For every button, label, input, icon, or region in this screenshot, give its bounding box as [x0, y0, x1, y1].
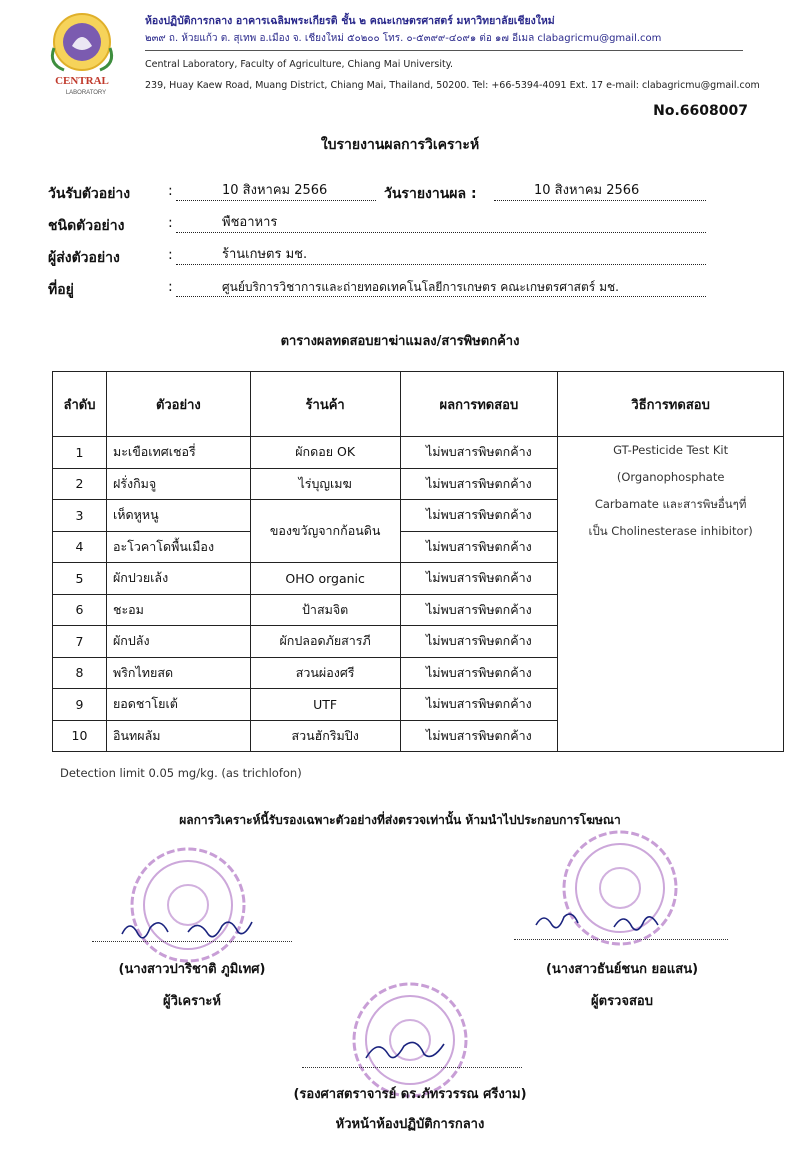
- svg-text:CENTRAL: CENTRAL: [55, 75, 109, 87]
- row-sample: อะโวคาโดพื้นเมือง: [106, 531, 250, 563]
- row-sample: มะเขือเทศเชอรี่: [106, 437, 250, 469]
- method-line: เป็น Cholinesterase inhibitor): [588, 524, 753, 538]
- row-no: 7: [53, 626, 107, 658]
- report-date-label: วันรายงานผล :: [384, 186, 477, 202]
- colon: :: [168, 247, 173, 263]
- sample-type-label: ชนิดตัวอย่าง: [48, 218, 125, 234]
- head-signature: [360, 1036, 470, 1066]
- row-shop: OHO organic: [250, 563, 400, 595]
- results-table: [52, 371, 784, 752]
- row-no: 6: [53, 594, 107, 626]
- row-sample: ฝรั่งกิมจู: [106, 468, 250, 500]
- row-result: ไม่พบสารพิษตกค้าง: [400, 500, 558, 532]
- row-sample: เห็ดหูหนู: [106, 500, 250, 532]
- row-result: ไม่พบสารพิษตกค้าง: [400, 657, 558, 689]
- row-shop: ผักดอย OK: [250, 437, 400, 469]
- row-sample: พริกไทยสด: [106, 657, 250, 689]
- svg-text:LABORATORY: LABORATORY: [65, 90, 107, 96]
- row-result: ไม่พบสารพิษตกค้าง: [400, 626, 558, 658]
- header-thai-line1: ห้องปฏิบัติการกลาง อาคารเฉลิมพระเกียรติ ชั้น ๒ คณะเกษตรศาสตร์ มหาวิทยาลัยเชียงใหม่: [145, 15, 555, 27]
- row-shop: ป้าสมจิต: [250, 594, 400, 626]
- test-method-cell: [558, 437, 784, 752]
- row-result: ไม่พบสารพิษตกค้าง: [400, 720, 558, 752]
- row-result: ไม่พบสารพิษตกค้าง: [400, 531, 558, 563]
- row-shop: ผักปลอดภัยสารภี: [250, 626, 400, 658]
- table-title: ตารางผลทดสอบยาฆ่าแมลง/สารพิษตกค้าง: [280, 334, 520, 349]
- signature-line: [514, 938, 728, 940]
- header-result: ผลการทดสอบ: [400, 372, 558, 437]
- row-no: 3: [53, 500, 107, 532]
- header-no: ลำดับ: [53, 372, 107, 437]
- row-shop: UTF: [250, 689, 400, 721]
- colon: :: [168, 279, 173, 295]
- sender-label: ผู้ส่งตัวอย่าง: [48, 250, 120, 266]
- row-shop: ไร่บุญเมฆ: [250, 468, 400, 500]
- received-date-label: วันรับตัวอย่าง: [48, 186, 131, 202]
- head-role: หัวหน้าห้องปฏิบัติการกลาง: [335, 1117, 485, 1132]
- analyst-name: (นางสาวปาริชาติ ภูมิเทศ): [118, 962, 266, 977]
- signature-line: [92, 940, 292, 942]
- header-divider: [145, 50, 743, 51]
- row-shop: สวนฮักริมปิง: [250, 720, 400, 752]
- row-result: ไม่พบสารพิษตกค้าง: [400, 437, 558, 469]
- method-line: (Organophosphate: [616, 470, 725, 484]
- detection-limit-note: Detection limit 0.05 mg/kg. (as trichlofon): [60, 766, 302, 780]
- address-value: ศูนย์บริการวิชาการและถ่ายทอดเทคโนโลยีการเกษตร คณะเกษตรศาสตร์ มช.: [176, 277, 706, 297]
- analyst-signature: [118, 912, 278, 942]
- row-result: ไม่พบสารพิษตกค้าง: [400, 468, 558, 500]
- row-shop: สวนผ่องศรี: [250, 657, 400, 689]
- checker-signature: [530, 905, 690, 935]
- disclaimer: ผลการวิเคราะห์นี้รับรองเฉพาะตัวอย่างที่ส่งตรวจเท่านั้น ห้ามนำไปประกอบการโฆษณา: [179, 813, 621, 827]
- checker-name: (นางสาวธันย์ชนก ยอแสน): [545, 962, 699, 977]
- head-name: (รองศาสตราจารย์ ดร.ภัทรวรรณ ศรีงาม): [293, 1087, 527, 1102]
- header-eng-line2: 239, Huay Kaew Road, Muang District, Chiang Mai, Thailand, 50200. Tel: +66-5394-4091 Ext. 17 e-mail: clabagricmu@gmail.com: [145, 80, 760, 91]
- row-no: 1: [53, 437, 107, 469]
- checker-role: ผู้ตรวจสอบ: [591, 994, 653, 1009]
- method-line: GT-Pesticide Test Kit: [613, 443, 729, 457]
- row-sample: ยอดชาโยเต้: [106, 689, 250, 721]
- row-shop-merged: ของขวัญจากก้อนดิน: [250, 500, 400, 563]
- sample-type-value: พืชอาหาร: [176, 213, 706, 233]
- method-line: Carbamate และสารพิษอื่นๆที่: [594, 497, 747, 511]
- report-date-value: 10 สิงหาคม 2566: [494, 181, 706, 201]
- table-row: [53, 437, 784, 469]
- report-title: ใบรายงานผลการวิเคราะห์: [320, 137, 480, 153]
- received-date-value: 10 สิงหาคม 2566: [176, 181, 376, 201]
- row-sample: ผักปวยเล้ง: [106, 563, 250, 595]
- row-no: 5: [53, 563, 107, 595]
- colon: :: [168, 183, 173, 199]
- row-no: 9: [53, 689, 107, 721]
- row-no: 10: [53, 720, 107, 752]
- row-no: 8: [53, 657, 107, 689]
- row-no: 4: [53, 531, 107, 563]
- row-result: ไม่พบสารพิษตกค้าง: [400, 594, 558, 626]
- signature-line: [302, 1066, 522, 1068]
- row-no: 2: [53, 468, 107, 500]
- document-number: No.6608007: [653, 103, 748, 119]
- header-shop: ร้านค้า: [250, 372, 400, 437]
- sender-value: ร้านเกษตร มช.: [176, 245, 706, 265]
- address-label: ที่อยู่: [48, 282, 74, 298]
- colon: :: [168, 215, 173, 231]
- row-result: ไม่พบสารพิษตกค้าง: [400, 689, 558, 721]
- analyst-role: ผู้วิเคราะห์: [163, 994, 221, 1009]
- official-stamp: [128, 845, 248, 965]
- header-method: วิธีการทดสอบ: [558, 372, 784, 437]
- central-lab-logo: [36, 8, 128, 98]
- row-result: ไม่พบสารพิษตกค้าง: [400, 563, 558, 595]
- row-sample: ผักปลัง: [106, 626, 250, 658]
- header-thai-line2: ๒๓๙ ถ. ห้วยแก้ว ต. สุเทพ อ.เมือง จ. เชียงใหม่ ๕๐๒๐๐ โทร. ๐-๕๓๙๙-๔๐๙๑ ต่อ ๑๗ อีเมล clabagricmu@gmail.com: [145, 33, 662, 44]
- row-sample: ชะอม: [106, 594, 250, 626]
- table-header-row: [53, 372, 784, 437]
- row-sample: อินทผลัม: [106, 720, 250, 752]
- header-eng-line1: Central Laboratory, Faculty of Agriculture, Chiang Mai University.: [145, 59, 453, 70]
- header-sample: ตัวอย่าง: [106, 372, 250, 437]
